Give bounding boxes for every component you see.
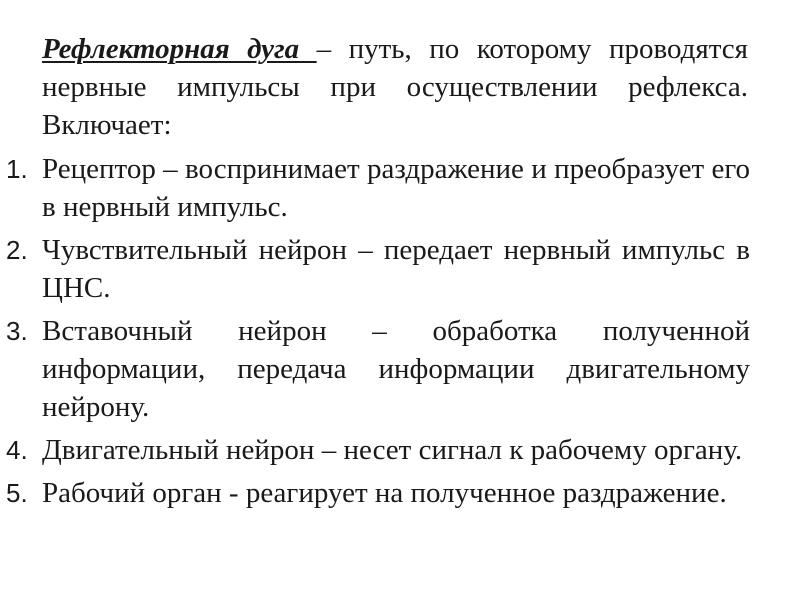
list-item xyxy=(6,431,750,469)
list-item-number: 5. xyxy=(6,478,28,508)
list-item xyxy=(6,231,750,307)
list-item-text: Чувствительный нейрон – передает нервный импульс в ЦНС. xyxy=(42,234,750,304)
definition-paragraph xyxy=(42,30,748,144)
list-item-text: Рецептор – воспринимает раздражение и преобразует его в нервный импульс. xyxy=(42,153,750,223)
list-item xyxy=(6,312,750,426)
components-list xyxy=(6,150,750,512)
definition-text: – путь, по которому проводятся нервные импульсы при осуществлении рефлекса. Включает: xyxy=(42,33,748,141)
list-item-text: Рабочий орган - реагирует на полученное раздражение. xyxy=(42,477,727,509)
list-item-text: Двигательный нейрон – несет сигнал к рабочему органу. xyxy=(42,434,743,466)
list-item-text: Вставочный нейрон – обработка полученной информации, передача информации двигательному нейрону. xyxy=(42,315,750,423)
list-item-number: 1. xyxy=(6,154,28,184)
list-item-number: 3. xyxy=(6,316,28,346)
list-item-number: 4. xyxy=(6,435,28,465)
definition-term: Рефлекторная дуга xyxy=(42,33,317,65)
list-item-number: 2. xyxy=(6,235,28,265)
list-item xyxy=(6,150,750,226)
list-item xyxy=(6,474,750,512)
